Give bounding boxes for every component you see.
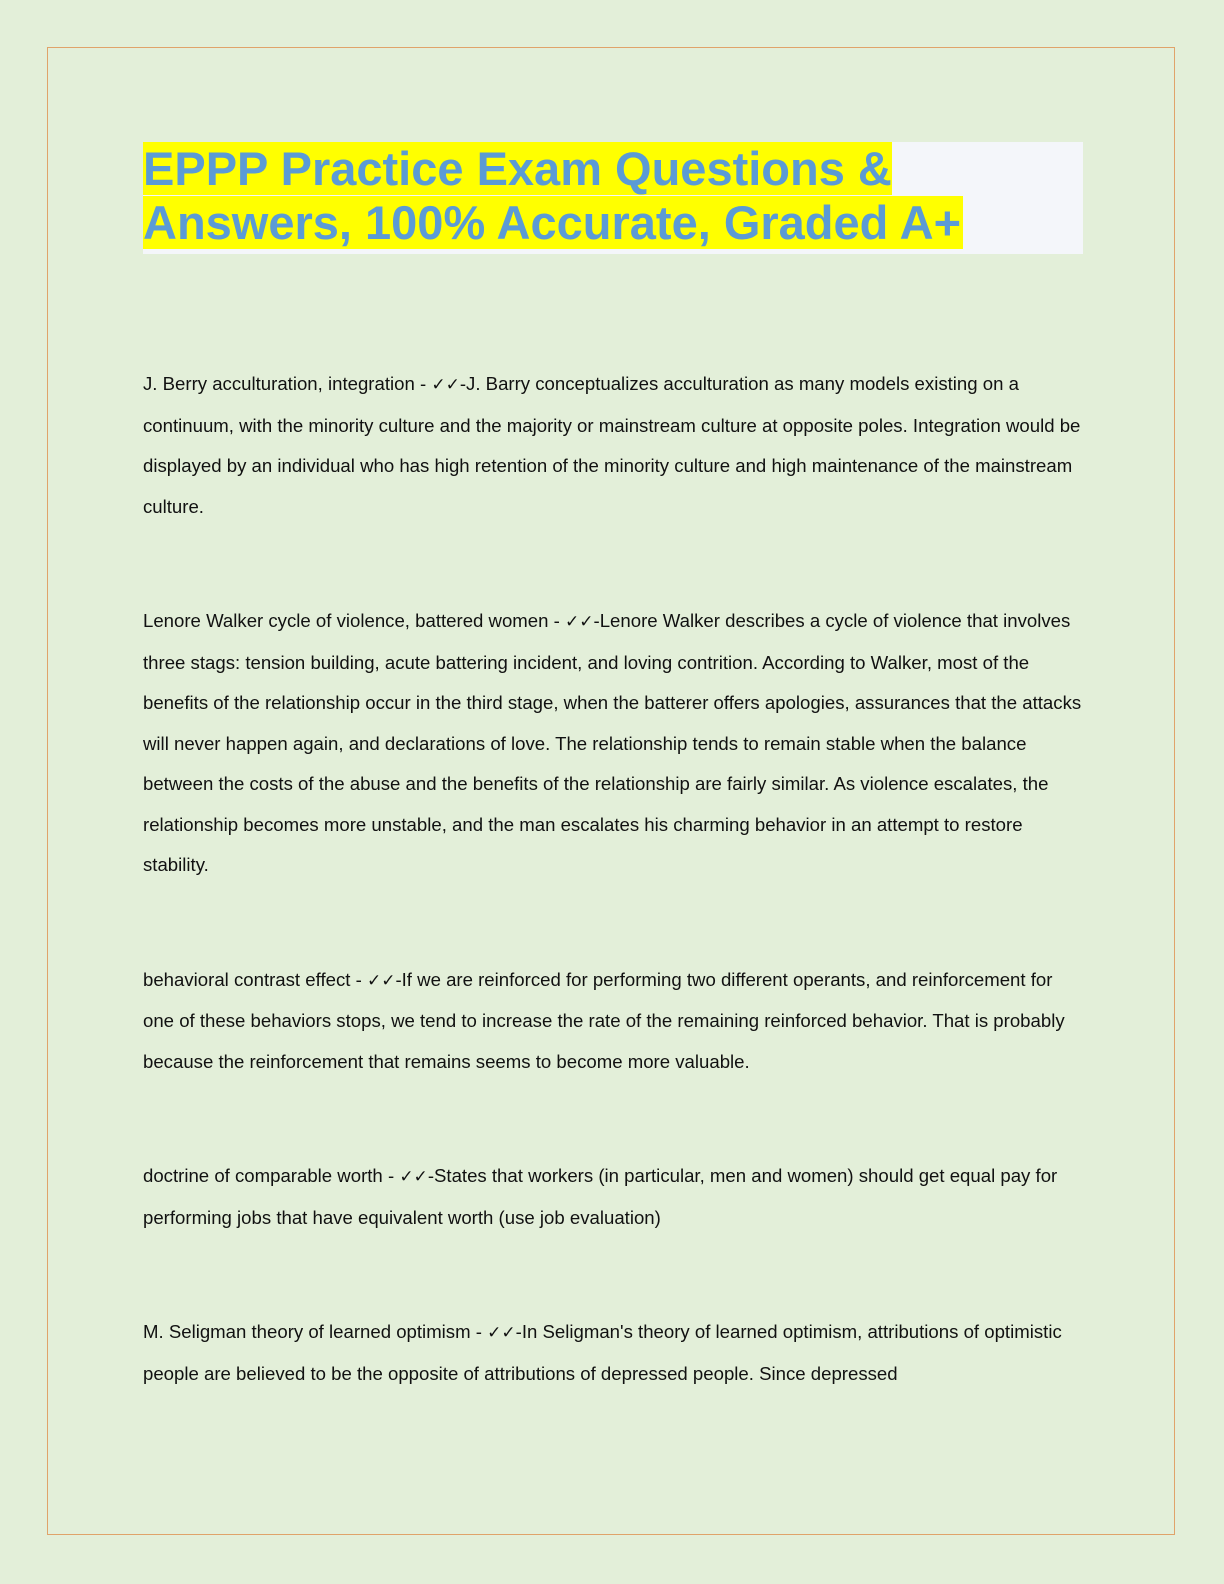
qa-entry: [143, 364, 1083, 527]
entry-definition: -States that workers (in particular, men and women) should get equal pay for performing jobs that have equivalent worth (use job evaluation): [143, 1165, 1058, 1228]
separator: -: [382, 1165, 400, 1186]
entry-term: doctrine of comparable worth: [143, 1165, 383, 1186]
separator: -: [470, 1321, 488, 1342]
checkmark-icon: ✓✓: [431, 375, 460, 395]
entry-definition: -Lenore Walker describes a cycle of violence that involves three stags: tension building, acute battering incident, and loving contrition. According to Walker, most of the benefits of the relationship occur in the third stage, when the batterer offers apologies, assurances that the attacks will never happen again, and declarations of love. The relationship tends to remain stable when the balance between the costs of the abuse and the benefits of the relationship are fairly similar. As violence escalates, the relationship becomes more unstable, and the man escalates his charming behavior in an attempt to restore stability.: [143, 610, 1082, 875]
separator: -: [414, 373, 432, 394]
entry-definition: -If we are reinforced for performing two different operants, and reinforcement for one of these behaviors stops, we tend to increase the rate of the remaining reinforced behavior. That is probably because the reinforcement that remains seems to become more valuable.: [143, 968, 1065, 1072]
entry-definition: -In Seligman's theory of learned optimism, attributions of optimistic people are believed to be the opposite of attributions of depressed people. Since depressed: [143, 1321, 1062, 1384]
separator: -: [350, 968, 367, 990]
title-block: [143, 142, 1083, 254]
qa-entry: [143, 1312, 1083, 1394]
qa-entry: [143, 1156, 1083, 1238]
entry-term: behavioral contrast effect: [143, 968, 351, 990]
qa-entry: [143, 601, 1083, 886]
checkmark-icon: ✓✓: [399, 1167, 428, 1187]
separator: -: [548, 610, 566, 631]
qa-entry: [143, 960, 1083, 1083]
entry-term: Lenore Walker cycle of violence, battered women: [143, 610, 549, 631]
qa-list: [143, 364, 1083, 1468]
checkmark-icon: ✓✓: [565, 612, 594, 632]
document-title: EPPP Practice Exam Questions & Answers, 100% Accurate, Graded A+: [143, 142, 962, 249]
entry-term: J. Berry acculturation, integration: [143, 373, 415, 394]
entry-term: M. Seligman theory of learned optimism: [143, 1321, 471, 1342]
checkmark-icon: ✓✓: [487, 1323, 516, 1343]
entry-definition: -J. Barry conceptualizes acculturation as many models existing on a continuum, with the minority culture and the majority or mainstream culture at opposite poles. Integration would be displayed by an individual who has high retention of the minority culture and high maintenance of the mainstream culture.: [143, 373, 1081, 517]
checkmark-icon: ✓✓: [366, 970, 396, 991]
